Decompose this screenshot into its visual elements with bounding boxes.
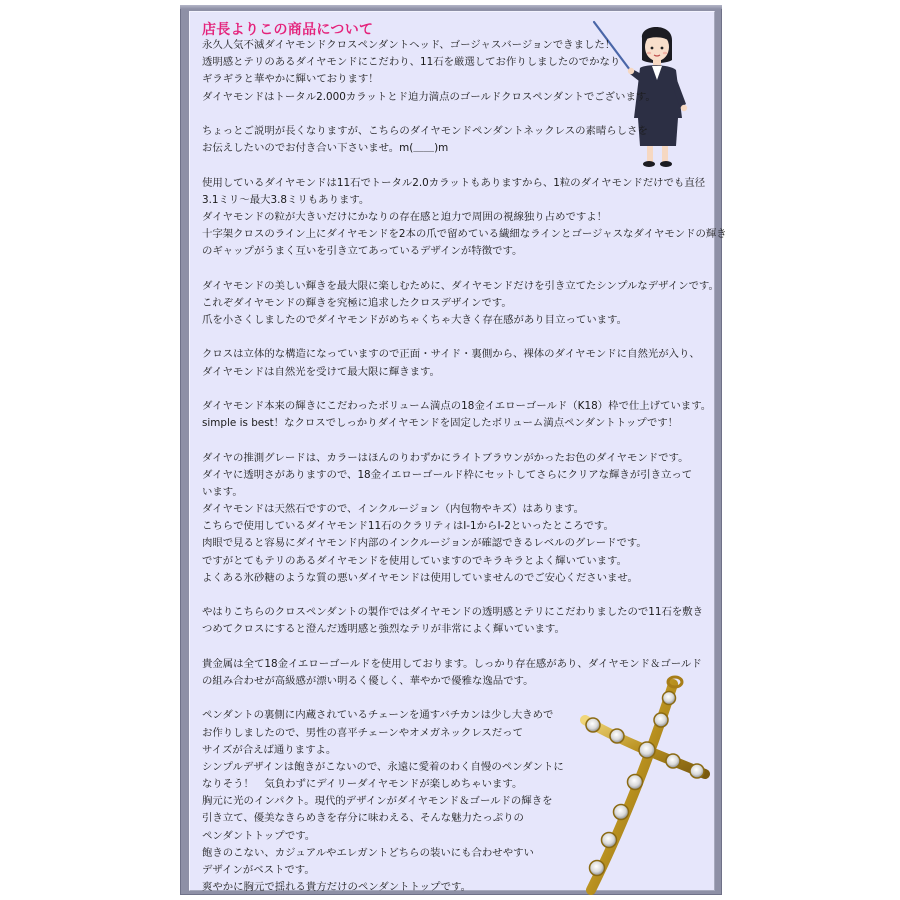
text-line: これぞダイヤモンドの輝きを究極に追求したクロスデザインです。 [202, 296, 512, 309]
text-line: ダイヤモンドは天然石ですので、インクルージョン（内包物やキズ）はあります。 [202, 503, 585, 516]
diamond-cross-pendant-icon [555, 672, 715, 900]
text-line: 永久人気不滅ダイヤモンドクロスペンダントヘッド、ゴージャスバージョンできました！ [202, 39, 616, 51]
text-line: の組み合わせが高級感が漂い明るく優しく、華やかで優雅な逸品です。 [202, 674, 534, 687]
paragraph-spacer [202, 106, 718, 123]
text-line: つめてクロスにすると澄んだ透明感と強烈なテリが非常によく輝いています。 [202, 623, 565, 636]
paragraph-spacer [202, 329, 718, 346]
text-line: ですがとてもテリのあるダイヤモンドを使用していますのでキラキラとよく輝いています。 [202, 554, 627, 567]
text-line: ダイヤの推測グレードは、カラーはほんのりわずかにライトブラウンがかったお色のダイヤモンドです。 [202, 451, 689, 464]
text-line: います。 [202, 485, 243, 498]
text-line: 貴金属は全て18金イエローゴールドを使用しております。しっかり存在感があり、ダイヤモンド＆ゴールド [202, 657, 702, 670]
text-line: 透明感とテリのあるダイヤモンドにこだわり、11石を厳選してお作りしましたのでかなり [202, 56, 621, 69]
text-line: よくある氷砂糖のような質の悪いダイヤモンドは使用していませんのでご安心くださいませ。 [202, 571, 638, 584]
text-line: お伝えしたいのでお付き合い下さいませ。m(＿＿)m [202, 142, 449, 155]
text-line: simple is best！なクロスでしっかりダイヤモンドを固定したボリューム満点ペンダントトップです！ [202, 417, 679, 430]
text-line: ダイヤモンドの粒が大きいだけにかなりの存在感と迫力で周囲の視線独り占めですよ！ [202, 210, 608, 223]
text-line: ダイヤモンドは自然光を受けて最大限に輝きます。 [202, 365, 440, 378]
text-line: デザインがベストです。 [202, 864, 315, 876]
paragraph-spacer [202, 381, 718, 398]
text-line: 胸元に光のインパクト。現代的デザインがダイヤモンド＆ゴールドの輝きを [202, 795, 553, 808]
frame [180, 5, 727, 895]
text-line: クロスは立体的な構造になっていますので正面・サイド・裏側から、裸体のダイヤモンドに自然光が入り、 [202, 348, 700, 361]
text-line: やはりこちらのクロスペンダントの製作ではダイヤモンドの透明感とテリにこだわりましたので11石を敷き [202, 606, 704, 619]
text-line: 使用しているダイヤモンドは11石でトータル2.0カラットもありますから、1粒のダイヤモンドだけでも直径 [202, 176, 706, 189]
text-line: ダイヤモンドの美しい輝きを最大限に楽しむために、ダイヤモンドだけを引き立てたシンプルなデザインです。 [202, 279, 719, 292]
text-line: ペンダントトップです。 [202, 829, 316, 842]
text-line: 3.1ミリ～最大3.8ミリもあります。 [202, 193, 370, 206]
text-line: 肉眼で見ると容易にダイヤモンド内部のインクルージョンが確認できるレベルのグレードです。 [202, 537, 647, 550]
paragraph-spacer [202, 639, 718, 656]
text-line: ダイヤモンドはトータル2.000カラットとド迫力満点のゴールドクロスペンダントでございます。 [202, 90, 656, 103]
text-line: 引き立て、優美なきらめきを存分に味わえる、そんな魅力たっぷりの [202, 812, 524, 825]
text-line: 爪を小さくしましたのでダイヤモンドがめちゃくちゃ大きく存在感があり目立っています。 [202, 314, 627, 326]
text-line: お作りしましたので、男性の喜平チェーンやオメガネックレスだって [202, 726, 523, 739]
section-title: 店長よりこの商品について [202, 22, 374, 38]
paragraph-spacer [202, 432, 718, 449]
text-line: ダイヤモンド本来の輝きにこだわったボリューム満点の18金イエローゴールド（K18）枠で仕上げています。 [202, 399, 712, 412]
text-line: 爽やかに胸元で揺れる貴方だけのペンダントトップです。 [202, 881, 472, 894]
content-panel [189, 11, 727, 894]
text-line: サイズが合えば通りますよ。 [202, 743, 337, 756]
text-line: ダイヤに透明さがありますので、18金イエローゴールド枠にセットしてさらにクリアな輝きが引き立って [202, 468, 693, 481]
text-line: 飽きのこない、カジュアルやエレガントどちらの装いにも合わせやすい [202, 846, 534, 859]
text-line: ギラギラと華やかに輝いております！ [202, 73, 379, 86]
text-line: なりそう！ 気負わずにデイリーダイヤモンドが楽しめちゃいます。 [202, 778, 523, 791]
text-line: 十字架クロスのライン上にダイヤモンドを2本の爪で留めている繊細なラインとゴージャスなダイヤモンドの輝き [202, 228, 727, 241]
text-line: こちらで使用しているダイヤモンド11石のクラリティはI-1からI-2といったところです。 [202, 520, 614, 533]
paragraph-spacer [202, 157, 718, 174]
text-line: のギャップがうまく互いを引き立てあっているデザインが特徴です。 [202, 245, 523, 258]
text-line: ちょっとご説明が長くなりますが、こちらのダイヤモンドペンダントネックレスの素晴らしさを [202, 124, 648, 137]
text-line: シンプルデザインは飽きがこないので、永遠に愛着のわく自慢のペンダントに [202, 760, 564, 773]
text-line: ペンダントの裏側に内蔵されているチェーンを通すバチカンは少し大きめで [202, 709, 554, 722]
paragraph-spacer [202, 260, 718, 277]
paragraph-spacer [202, 587, 718, 604]
